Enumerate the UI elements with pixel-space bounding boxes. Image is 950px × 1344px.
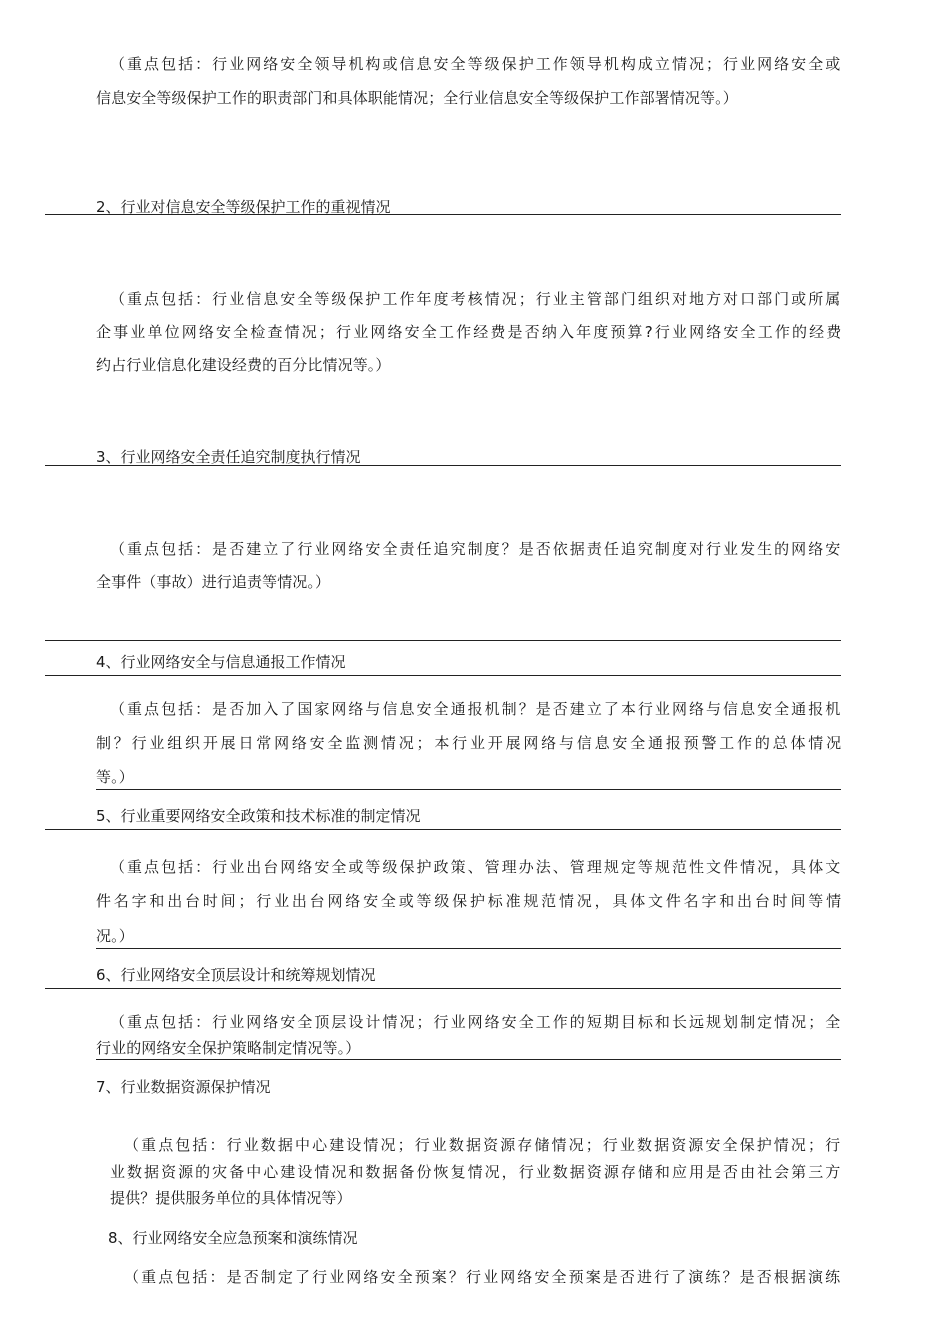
note-line: 全事件（事故）进行追责等情况。）	[96, 573, 331, 591]
note-line: 件名字和出台时间；行业出台网络安全或等级保护标准规范情况，具体文件名字和出台时间等情	[96, 892, 844, 910]
note-line: 制？行业组织开展日常网络安全监测情况；本行业开展网络与信息安全通报预警工作的总体情况	[96, 734, 844, 752]
note-line: （重点包括：行业网络安全顶层设计情况；行业网络安全工作的短期目标和长远规划制定情况；全	[110, 1013, 843, 1031]
note-line: （重点包括：行业出台网络安全或等级保护政策、管理办法、管理规定等规范性文件情况，具体文	[110, 858, 843, 876]
section-divider	[96, 789, 841, 790]
section-divider	[45, 640, 841, 641]
note-line: 况。）	[96, 927, 134, 945]
section-divider	[96, 1059, 841, 1060]
note-line: （重点包括：行业网络安全领导机构或信息安全等级保护工作领导机构成立情况；行业网络安全或	[110, 55, 843, 73]
section-4-heading: 4、行业网络安全与信息通报工作情况	[96, 653, 346, 671]
section-divider	[45, 675, 841, 676]
note-line: 业数据资源的灾备中心建设情况和数据备份恢复情况，行业数据资源存储和应用是否由社会第三方	[110, 1163, 843, 1181]
note-line: （重点包括：是否加入了国家网络与信息安全通报机制？是否建立了本行业网络与信息安全通报机	[110, 700, 843, 718]
note-line: （重点包括：行业数据中心建设情况；行业数据资源存储情况；行业数据资源安全保护情况；行	[124, 1136, 843, 1154]
section-7-heading: 7、行业数据资源保护情况	[96, 1078, 271, 1096]
note-line: （重点包括：行业信息安全等级保护工作年度考核情况；行业主管部门组织对地方对口部门或所属	[110, 290, 843, 308]
section-divider	[45, 988, 841, 989]
section-divider	[45, 465, 841, 466]
section-5-heading: 5、行业重要网络安全政策和技术标准的制定情况	[96, 807, 421, 825]
section-2-heading: 2、行业对信息安全等级保护工作的重视情况	[96, 198, 391, 216]
section-divider	[45, 829, 841, 830]
section-6-heading: 6、行业网络安全顶层设计和统筹规划情况	[96, 966, 376, 984]
section-3-heading: 3、行业网络安全责任追究制度执行情况	[96, 448, 361, 466]
note-line: 行业的网络安全保护策略制定情况等。）	[96, 1039, 361, 1057]
section-divider	[96, 948, 841, 949]
section-8-heading: 8、行业网络安全应急预案和演练情况	[108, 1229, 358, 1247]
note-line: （重点包括：是否制定了行业网络安全预案？行业网络安全预案是否进行了演练？是否根据演练	[124, 1268, 843, 1286]
note-line: 等。）	[96, 768, 134, 786]
note-line: 企事业单位网络安全检查情况；行业网络安全工作经费是否纳入年度预算?行业网络安全工作的经费	[96, 323, 844, 341]
note-line: 约占行业信息化建设经费的百分比情况等。）	[96, 356, 391, 374]
note-line: 信息安全等级保护工作的职责部门和具体职能情况；全行业信息安全等级保护工作部署情况等。）	[96, 89, 738, 107]
note-line: （重点包括：是否建立了行业网络安全责任追究制度？是否依据责任追究制度对行业发生的网络安	[110, 540, 843, 558]
section-divider	[45, 214, 841, 215]
note-line: 提供？提供服务单位的具体情况等）	[110, 1189, 352, 1207]
